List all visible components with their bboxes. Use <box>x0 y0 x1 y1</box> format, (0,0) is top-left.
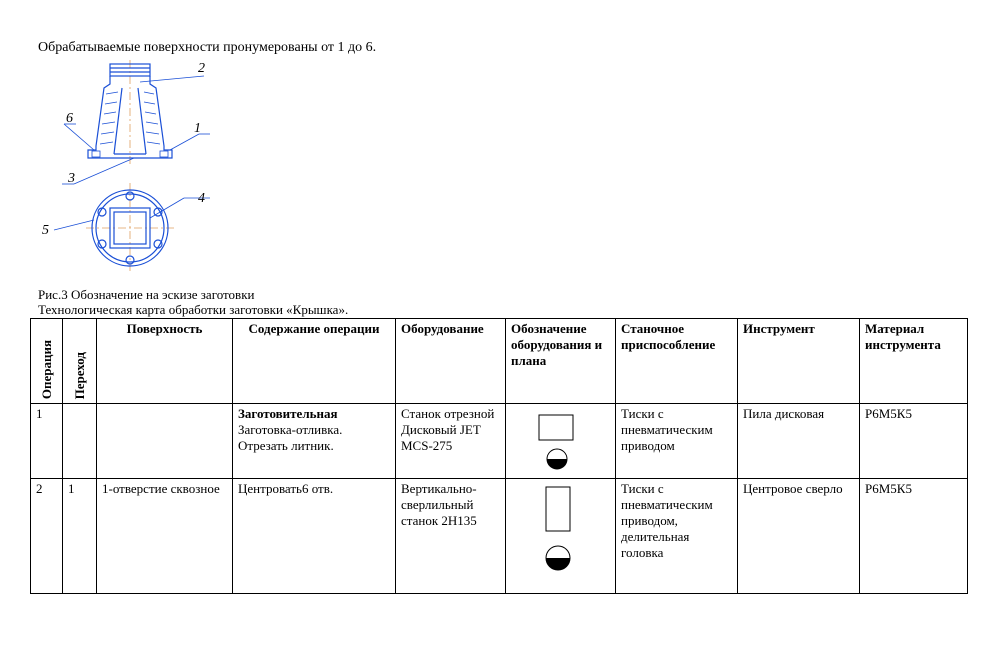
cell-equipment: Вертикально-сверлильный станок 2Н135 <box>396 479 506 594</box>
cell-tool-material: Р6М5К5 <box>860 404 968 479</box>
callout-3: 3 <box>68 171 75 186</box>
cell-designation <box>506 404 616 479</box>
callout-2: 2 <box>198 61 205 76</box>
header-surface: Поверхность <box>97 319 233 404</box>
content-text: Центровать6 отв. <box>238 481 334 496</box>
table-row <box>31 479 968 594</box>
cell-transition: 1 <box>63 479 97 594</box>
top-view <box>86 183 174 273</box>
cell-equipment: Станок отрезной Дисковый JET MCS-275 <box>396 404 506 479</box>
callout-1: 1 <box>194 121 201 136</box>
table-row <box>31 404 968 479</box>
figure-caption: Рис.3 Обозначение на эскизе заготовки <box>38 287 255 302</box>
header-transition: Переход <box>63 319 97 404</box>
header-tool: Инструмент <box>738 319 860 404</box>
header-designation: Обозначение оборудования и плана <box>506 319 616 404</box>
header-equipment: Оборудование <box>396 319 506 404</box>
front-view <box>88 60 172 166</box>
table-caption: Технологическая карта обработки заготовки «Крышка». <box>38 302 349 317</box>
cell-tool-material: Р6М5К5 <box>860 479 968 594</box>
header-content: Содержание операции <box>233 319 396 404</box>
callouts <box>62 76 210 184</box>
process-card-table <box>30 318 968 594</box>
cell-transition <box>63 404 97 479</box>
content-title: Заготовительная <box>238 406 338 421</box>
header-fixture: Станочное приспособление <box>616 319 738 404</box>
cell-surface: 1-отверстие сквозное <box>97 479 233 594</box>
table-header-row <box>31 319 968 404</box>
content-text: Заготовка-отливка. Отрезать литник. <box>238 422 343 453</box>
cell-tool: Центровое сверло <box>738 479 860 594</box>
cell-fixture: Тиски с пневматическим приводом, делительная головка <box>616 479 738 594</box>
cell-tool: Пила дисковая <box>738 404 860 479</box>
callout-6: 6 <box>66 111 73 126</box>
designation-symbol <box>506 404 616 474</box>
blank-sketch <box>34 58 224 288</box>
callout-5: 5 <box>42 223 49 238</box>
cell-content <box>233 404 396 479</box>
cell-designation <box>506 479 616 594</box>
cell-content <box>233 479 396 594</box>
intro-text: Обрабатываемые поверхности пронумерованы от 1 до 6. <box>38 40 377 55</box>
cell-operation: 2 <box>31 479 63 594</box>
header-tool-material: Материал инструмента <box>860 319 968 404</box>
callout-4: 4 <box>198 191 205 206</box>
header-operation: Операция <box>31 319 63 404</box>
designation-symbol <box>506 479 616 589</box>
cell-operation: 1 <box>31 404 63 479</box>
cell-fixture: Тиски с пневматическим приводом <box>616 404 738 479</box>
cell-surface <box>97 404 233 479</box>
